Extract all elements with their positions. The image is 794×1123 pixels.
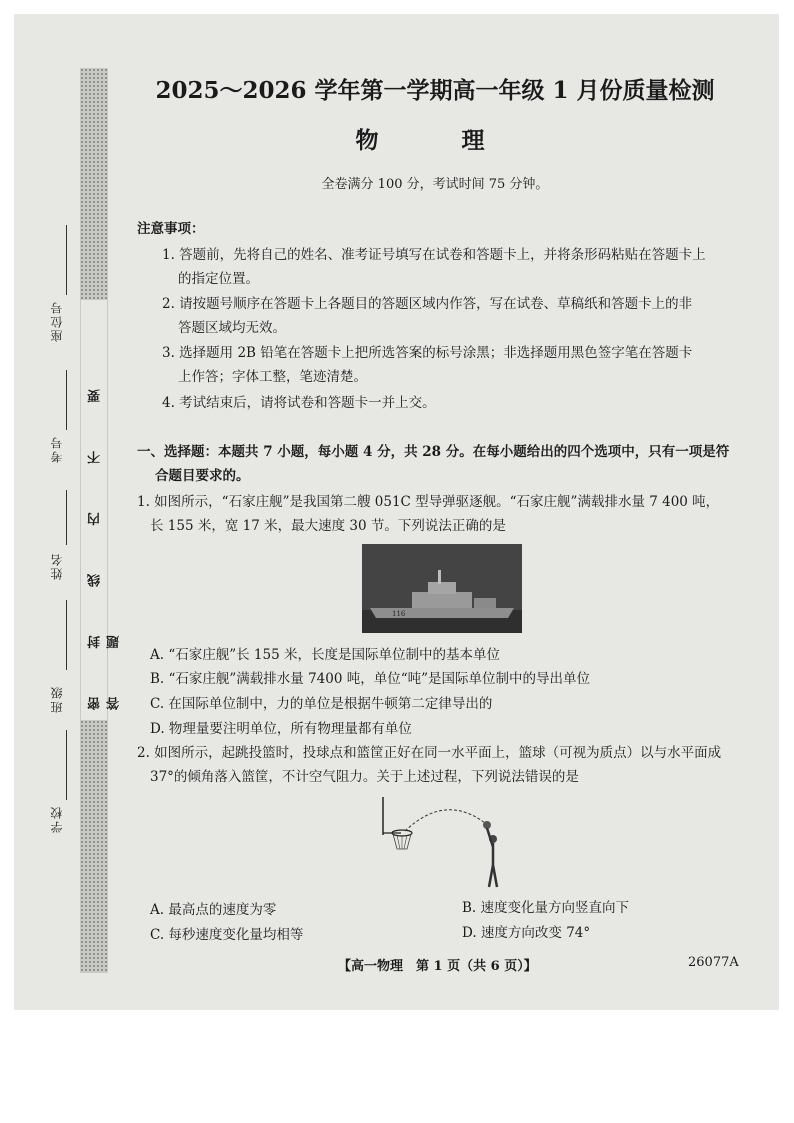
subject-title: 物 理	[355, 127, 515, 154]
q1-option-d: D. 物理量要注明单位，所有物理量都有单位	[150, 721, 412, 737]
q1-option-c: C. 在国际单位制中，力的单位是根据牛顿第二定律导出的	[150, 696, 493, 712]
q2-option-b: B. 速度变化量方向竖直向下	[462, 900, 630, 916]
q1-option-a: A. “石家庄舰”长 155 米，长度是国际单位制中的基本单位	[150, 647, 500, 663]
notice-item: 2. 请按题号顺序在答题卡上各题目的答题区域内作答，写在试卷、草稿纸和答题卡上的非	[162, 296, 693, 312]
exam-info: 全卷满分 100 分，考试时间 75 分钟。	[321, 177, 549, 192]
q2-stem-cont: 37°的倾角落入篮筐，不计空气阻力。关于上述过程，下列说法错误的是	[150, 769, 579, 785]
field-id: 考号	[50, 435, 64, 463]
section-heading: 一、选择题：本题共 7 小题，每小题 4 分，共 28 分。在每小题给出的四个选项中，只有一项是符	[137, 444, 730, 460]
q1-stem-cont: 长 155 米，宽 17 米，最大速度 30 节。下列说法正确的是	[150, 518, 506, 534]
field-school: 学校	[50, 805, 64, 833]
seal-text: 密 封 线 内 不 要 答 题	[88, 367, 122, 710]
seat-line	[66, 225, 67, 295]
field-class: 班级	[50, 685, 64, 713]
notice-item: 4. 考试结束后，请将试卷和答题卡一并上交。	[162, 395, 436, 411]
q1-option-b: B. “石家庄舰”满载排水量 7400 吨，单位“吨”是国际单位制中的导出单位	[150, 671, 591, 687]
basketball-diagram	[375, 795, 525, 890]
section-heading-cont: 合题目要求的。	[155, 468, 250, 484]
exam-title: 2025～2026 学年第一学期高一年级 1 月份质量检测	[155, 77, 715, 104]
notice-item: 1. 答题前，先将自己的姓名、准考证号填写在试卷和答题卡上，并将条形码粘贴在答题卡上	[162, 247, 706, 263]
q2-option-c: C. 每秒速度变化量均相等	[150, 927, 304, 943]
q2-option-a: A. 最高点的速度为零	[150, 902, 277, 918]
q2-option-d: D. 速度方向改变 74°	[462, 925, 591, 941]
notice-item: 上作答；字体工整，笔迹清楚。	[178, 369, 367, 385]
field-seat: 座位号	[50, 300, 64, 342]
field-name: 姓名	[50, 552, 64, 580]
notice-item: 的指定位置。	[178, 271, 259, 287]
class-line	[66, 600, 67, 670]
notice-heading: 注意事项：	[137, 221, 205, 237]
warship-photo	[362, 544, 522, 633]
page-footer: 【高一物理 第 1 页（共 6 页）】	[338, 959, 537, 974]
paper-code: 26077A	[688, 955, 739, 970]
q2-stem: 2. 如图所示，起跳投篮时，投球点和篮筐正好在同一水平面上，篮球（可视为质点）以与水平面成	[137, 745, 722, 761]
notice-item: 答题区域均无效。	[178, 320, 286, 336]
q1-stem: 1. 如图所示，“石家庄舰”是我国第二艘 051C 型导弹驱逐舰。“石家庄舰”满载排水量 7 400 吨，	[137, 494, 720, 510]
id-line	[66, 370, 67, 430]
hull-number: 116	[392, 610, 406, 618]
notice-item: 3. 选择题用 2B 铅笔在答题卡上把所选答案的标号涂黑；非选择题用黑色签字笔在答题卡	[162, 345, 693, 361]
name-line	[66, 490, 67, 545]
school-line	[66, 730, 67, 800]
